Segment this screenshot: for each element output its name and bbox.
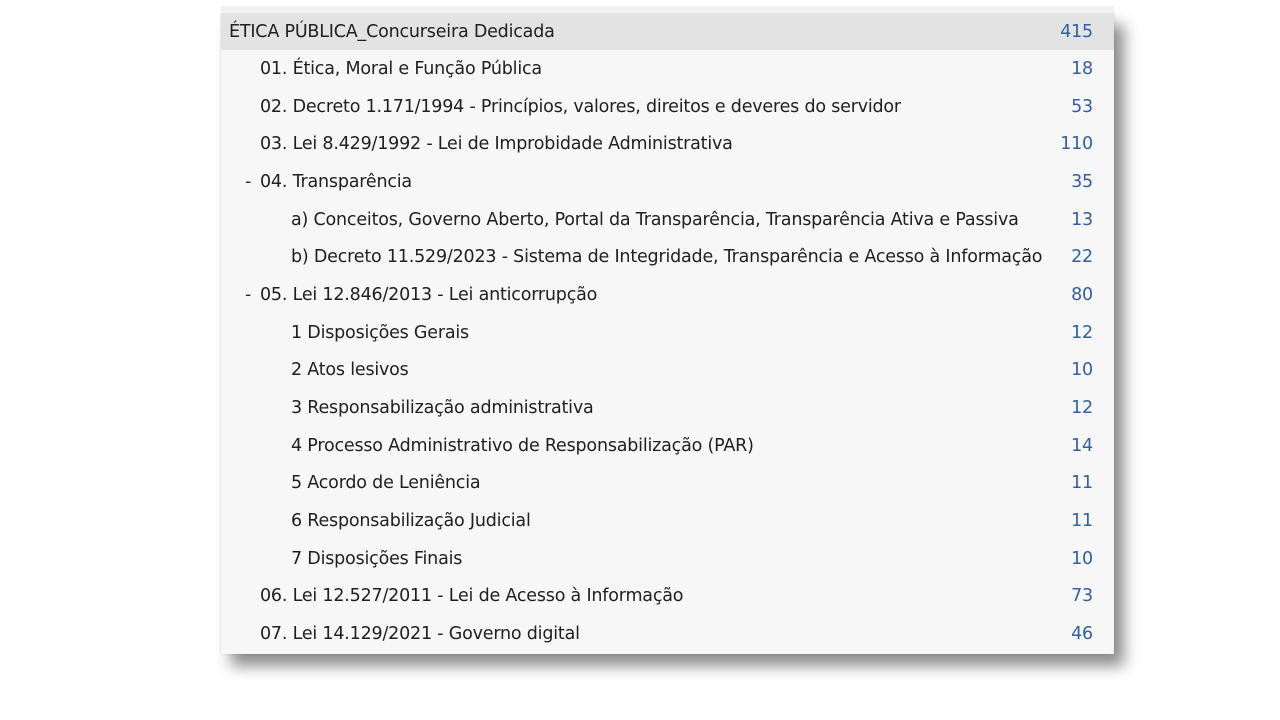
subdeck-row[interactable]	[221, 427, 1114, 465]
subdeck-count: 11	[1071, 511, 1093, 532]
subdeck-count: 110	[1060, 134, 1093, 155]
subdeck-name[interactable]: 7 Disposições Finais	[291, 548, 463, 569]
subdeck-row[interactable]	[221, 615, 1114, 653]
subdeck-count: 12	[1071, 398, 1093, 419]
subdeck-name[interactable]: 02. Decreto 1.171/1994 - Princípios, valores, direitos e deveres do servidor	[260, 96, 901, 117]
subdeck-row-transparencia[interactable]	[221, 163, 1114, 201]
collapse-toggle[interactable]: -	[244, 284, 252, 305]
subdeck-row[interactable]	[221, 389, 1114, 427]
subdeck-row[interactable]	[221, 201, 1114, 239]
subdeck-name[interactable]: 1 Disposições Gerais	[291, 322, 469, 343]
subdeck-count: 53	[1071, 96, 1093, 117]
subdeck-count: 12	[1071, 322, 1093, 343]
subdeck-row[interactable]	[221, 540, 1114, 578]
subdeck-name[interactable]: 6 Responsabilização Judicial	[291, 511, 531, 532]
subdeck-count: 13	[1071, 209, 1093, 230]
subdeck-row[interactable]	[221, 88, 1114, 126]
subdeck-count: 22	[1071, 247, 1093, 268]
collapse-toggle[interactable]: -	[244, 171, 252, 192]
subdeck-name[interactable]: 3 Responsabilização administrativa	[291, 398, 594, 419]
subdeck-count: 10	[1071, 548, 1093, 569]
deck-tree-panel	[221, 13, 1114, 654]
subdeck-row[interactable]	[221, 50, 1114, 88]
subdeck-row[interactable]	[221, 502, 1114, 540]
subdeck-name[interactable]: b) Decreto 11.529/2023 - Sistema de Integridade, Transparência e Acesso à Informação	[291, 247, 1043, 268]
deck-name[interactable]: ÉTICA PÚBLICA_Concurseira Dedicada	[229, 21, 555, 42]
subdeck-name[interactable]: 07. Lei 14.129/2021 - Governo digital	[260, 624, 580, 645]
subdeck-count: 14	[1071, 435, 1093, 456]
subdeck-row-lei-anticorrupcao[interactable]	[221, 276, 1114, 314]
subdeck-count: 11	[1071, 473, 1093, 494]
subdeck-count: 18	[1071, 58, 1093, 79]
subdeck-count: 73	[1071, 586, 1093, 607]
subdeck-row[interactable]	[221, 352, 1114, 390]
subdeck-count: 10	[1071, 360, 1093, 381]
subdeck-count: 35	[1071, 171, 1093, 192]
subdeck-name[interactable]: 03. Lei 8.429/1992 - Lei de Improbidade Administrativa	[260, 134, 733, 155]
subdeck-row[interactable]	[221, 238, 1114, 276]
subdeck-name[interactable]: 04. Transparência	[260, 171, 412, 192]
panel-top-strip	[221, 6, 1114, 13]
deck-row-root[interactable]	[221, 13, 1114, 50]
subdeck-name[interactable]: 06. Lei 12.527/2011 - Lei de Acesso à Informação	[260, 586, 684, 607]
subdeck-count: 80	[1071, 284, 1093, 305]
subdeck-row[interactable]	[221, 314, 1114, 352]
subdeck-row[interactable]	[221, 125, 1114, 163]
subdeck-count: 46	[1071, 624, 1093, 645]
subdeck-row[interactable]	[221, 465, 1114, 503]
subdeck-name[interactable]: 01. Ética, Moral e Função Pública	[260, 58, 542, 79]
subdeck-name[interactable]: 5 Acordo de Leniência	[291, 473, 481, 494]
subdeck-name[interactable]: 05. Lei 12.846/2013 - Lei anticorrupção	[260, 284, 598, 305]
subdeck-name[interactable]: 2 Atos lesivos	[291, 360, 409, 381]
subdeck-name[interactable]: a) Conceitos, Governo Aberto, Portal da Transparência, Transparência Ativa e Passiva	[291, 209, 1019, 230]
subdeck-row[interactable]	[221, 578, 1114, 616]
deck-count: 415	[1060, 21, 1093, 42]
subdeck-name[interactable]: 4 Processo Administrativo de Responsabilização (PAR)	[291, 435, 754, 456]
